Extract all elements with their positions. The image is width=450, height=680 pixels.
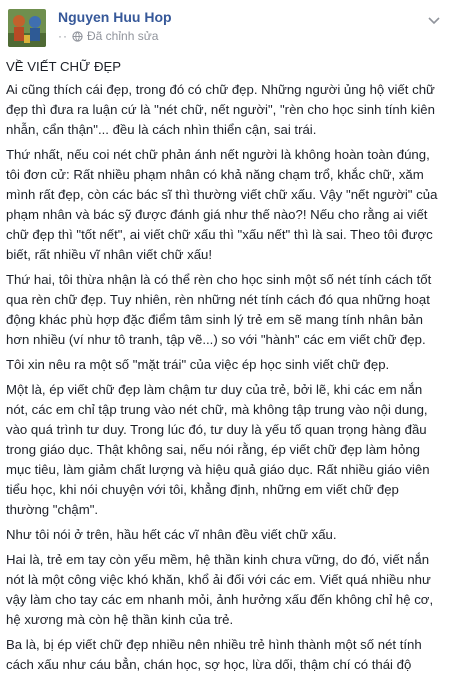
edited-label[interactable]: Đã chỉnh sửa — [87, 29, 159, 43]
post-header — [0, 0, 450, 56]
globe-icon[interactable] — [72, 31, 83, 42]
post-paragraph: Hai là, trẻ em tay còn yếu mềm, hệ thần kinh chưa vững, do đó, viết nắn nót là một công việc khó khăn, khổ ải đối với các em. Viết quá nhiều như vậy làm cho tay các em nhanh mỏi, ảnh hưởng xấu đến không chỉ hệ cơ, hệ xương mà còn hệ thần kinh của trẻ. — [6, 552, 434, 627]
avatar-image — [8, 9, 46, 47]
post-paragraph: Tôi xin nêu ra một số "mặt trái" của việc ép học sinh viết chữ đẹp. — [6, 357, 390, 372]
post-paragraph: Thứ nhất, nếu coi nét chữ phản ánh nết người là không hoàn toàn đúng, tôi đơn cử: Rất nhiều phạm nhân có khả năng chạm trổ, khắc chữ, xăm mình rất đẹp, còn các bác sĩ thì thường viết chữ xấu. Vậy "nết người" của phạm nhân và bác sỹ được đánh giá như thế nào?! Nếu cho rằng ai viết chữ đẹp thì "tốt nết", ai viết chữ xấu thì "xấu nết" thì là sai. Theo tôi được biết, rất nhiều vĩ nhân viết chữ xấu! — [6, 147, 438, 262]
post-paragraph: Ba là, bị ép viết chữ đẹp nhiều nên nhiều trẻ hình thành một số nét tính cách xấu như cáu bẳn, chán học, sợ học, lừa dối, thậm chí có thái độ — [6, 637, 422, 672]
post-paragraph: Ai cũng thích cái đẹp, trong đó có chữ đẹp. Những người ủng hộ viết chữ đẹp thì đưa ra luận cứ là "nét chữ, nết người", "rèn cho học sinh tính kiên nhẫn, cẩn thận"... đều là cách nhìn thiển cận, sai trái. — [6, 82, 435, 137]
post-body — [6, 57, 444, 680]
chevron-down-icon[interactable] — [426, 12, 442, 28]
post-meta — [58, 29, 158, 43]
post-paragraph: Thứ hai, tôi thừa nhận là có thể rèn cho học sinh một số nét tính cách tốt qua rèn chữ đẹp. Tuy nhiên, rèn những nét tính cách đó qua những hoạt động khác phù hợp đặc điểm tâm sinh lý trẻ em sẽ mang tính nhân bản hơn nhiều (ví như tô tranh, tập vẽ...) so với "hành" các em viết chữ đẹp. — [6, 272, 432, 347]
meta-dots: ·· — [58, 29, 68, 43]
post-paragraph: Như tôi nói ở trên, hầu hết các vĩ nhân đều viết chữ xấu. — [6, 527, 337, 542]
post-title: VỀ VIẾT CHỮ ĐẸP — [6, 59, 122, 74]
author-name[interactable]: Nguyen Huu Hop — [58, 9, 172, 25]
avatar[interactable] — [8, 9, 46, 47]
post-paragraph: Một là, ép viết chữ đẹp làm chậm tư duy của trẻ, bởi lẽ, khi các em nắn nót, các em chỉ tập trung vào nét chữ, mà không tập trung vào nội dung, vào quá trình tư duy. Trong lúc đó, tư duy là yếu tố quan trọng hàng đầu trong giáo dục. Thật không sai, nếu nói rằng, ép viết chữ đẹp làm hỏng mục tiêu, làm giảm chất lượng và hiệu quả giáo dục. Rất nhiều giáo viên tiểu học, khi nói chuyện với tôi, khẳng định, những em viết chữ đẹp thường "chậm". — [6, 382, 430, 517]
